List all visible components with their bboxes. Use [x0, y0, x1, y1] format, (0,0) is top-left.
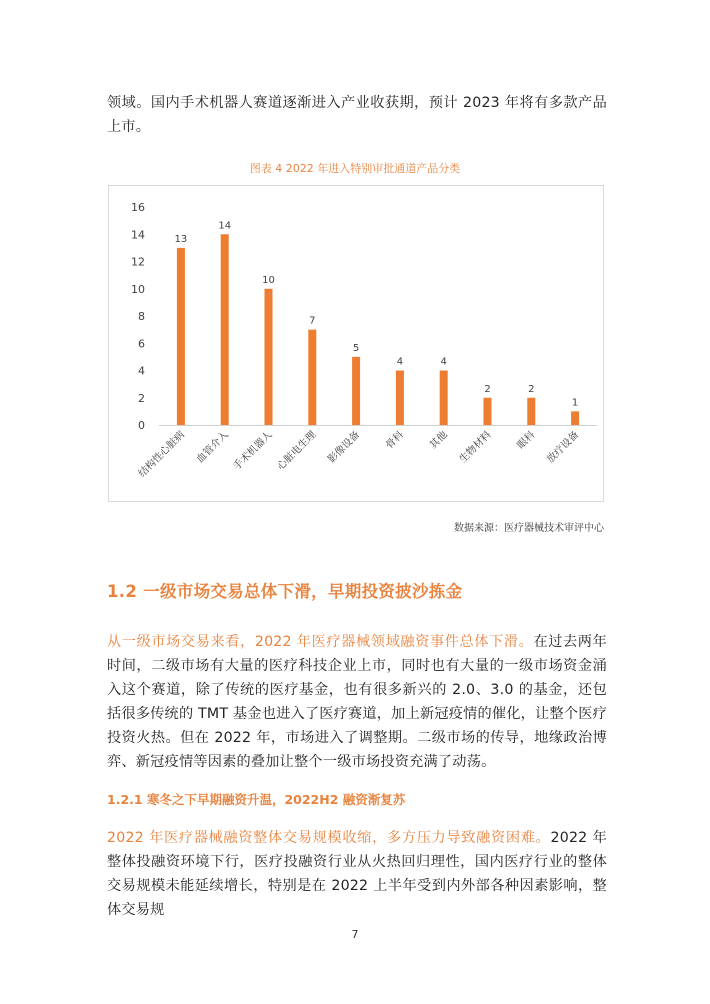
y-tick-label: 4 [138, 364, 145, 378]
intro-paragraph: 领域。国内手术机器人赛道逐渐进入产业收获期，预计 2023 年将有多款产品上市。 [107, 95, 607, 135]
data-label: 14 [218, 220, 232, 232]
bar [221, 234, 229, 425]
bar [308, 330, 316, 425]
bar [265, 289, 273, 425]
category-label: 其他 [427, 429, 450, 452]
section-1-2-body: 在过去两年时间，二级市场有大量的医疗科技企业上市，同时也有大量的一级市场资金涌入这个赛道，除了传统的医疗基金，也有很多新兴的 2.0、3.0 的基金，还包括很多传统的 TMT 基金也进入了医疗赛道，加上新冠疫情的催化，让整个医疗投资火热。但在 2022 年，市场进入了调整期。二级市场的传导，地缘政治博弈、新冠疫情等因素的叠加让整个一级市场投资充满了动荡。 [107, 634, 607, 770]
data-label: 1 [571, 397, 579, 409]
category-label: 血管介入 [194, 429, 231, 466]
category-label: 骨科 [384, 429, 407, 452]
y-tick-label: 0 [138, 419, 145, 432]
category-label: 结构性心脏病 [136, 429, 188, 480]
category-label: 放疗设备 [545, 429, 582, 466]
section-1-2-paragraph [107, 630, 607, 774]
bar [571, 411, 579, 425]
section-1-2-1-lead: 2022 年医疗器械融资整体交易规模收缩，多方压力导致融资困难。 [107, 830, 551, 846]
section-1-2-1-paragraph [107, 826, 607, 922]
bar-chart [109, 186, 603, 501]
category-label: 影像设备 [326, 429, 363, 466]
y-tick-label: 8 [138, 310, 145, 323]
category-label: 生物材料 [457, 429, 494, 466]
bar [177, 248, 185, 425]
bar [527, 398, 535, 425]
data-label: 4 [396, 356, 404, 368]
data-label: 2 [528, 383, 535, 395]
data-label: 4 [440, 356, 447, 368]
y-tick-label: 16 [131, 201, 145, 214]
data-label: 10 [262, 274, 275, 286]
y-tick-label: 6 [138, 337, 145, 351]
category-label: 眼科 [515, 429, 538, 452]
data-label: 7 [309, 315, 316, 327]
section-heading-1-2: 1.2 一级市场交易总体下滑，早期投资披沙拣金 [107, 582, 463, 601]
section-1-2-1-body: 2022 年整体投融资环境下行，医疗投融资行业从火热回归理性，国内医疗行业的整体交易规模未能延续增长，特别是在 2022 上半年受到内外部各种因素影响，整体交易规 [107, 830, 607, 918]
y-tick-label: 2 [138, 391, 145, 405]
chart-frame [108, 185, 604, 502]
bar [484, 398, 492, 425]
data-label: 2 [484, 383, 491, 395]
bar [396, 371, 404, 426]
section-1-2-lead: 从一级市场交易来看，2022 年医疗器械领域融资事件总体下滑。 [107, 634, 534, 650]
data-label: 5 [352, 342, 360, 354]
category-label: 心脏电生理 [275, 429, 319, 473]
category-label: 手术机器人 [231, 429, 275, 473]
bar [352, 357, 360, 425]
y-tick-label: 14 [131, 228, 145, 242]
page-number: 7 [351, 928, 359, 941]
data-label: 13 [174, 233, 188, 245]
y-tick-label: 12 [131, 255, 145, 269]
data-source: 数据来源：医疗器械技术审评中心 [454, 523, 604, 534]
y-tick-label: 10 [131, 282, 145, 296]
bar [440, 371, 448, 426]
figure-caption: 图表 4 2022 年进入特别审批通道产品分类 [249, 162, 461, 175]
section-heading-1-2-1: 1.2.1 寒冬之下早期融资升温，2022H2 融资渐复苏 [107, 792, 406, 807]
